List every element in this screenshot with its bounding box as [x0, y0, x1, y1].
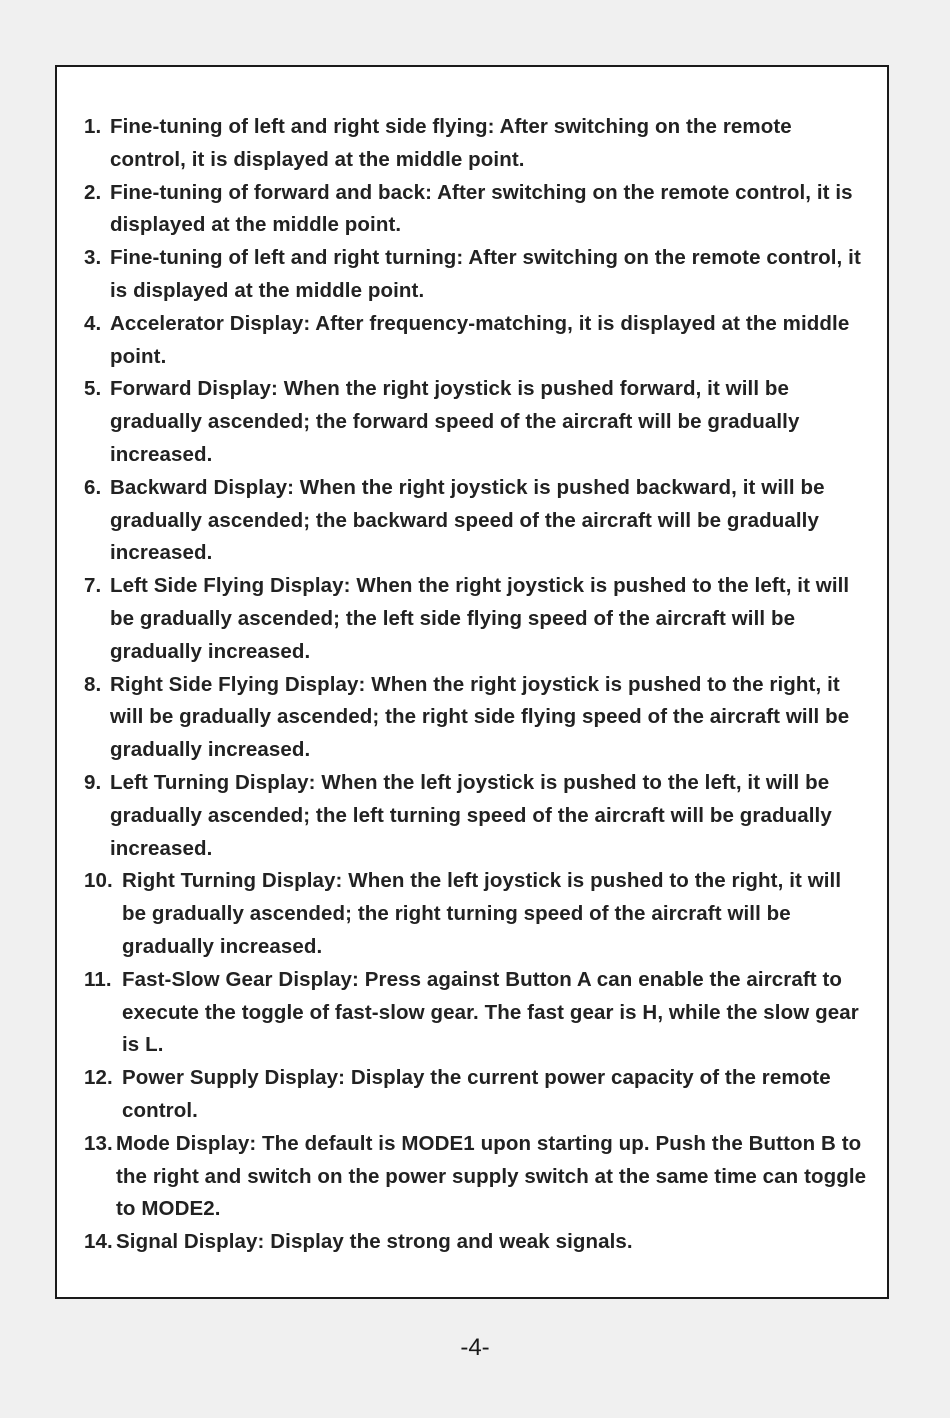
- feature-list: [84, 111, 869, 1259]
- item-text: Left Side Flying Display: When the right joystick is pushed to the left, it will be gradually ascended; the left side flying speed of the aircraft will be gradually increased.: [110, 574, 850, 663]
- item-number: 10.: [84, 869, 113, 893]
- item-text: Signal Display: Display the strong and weak signals.: [116, 1230, 633, 1254]
- list-item: [84, 111, 869, 177]
- item-number: 12.: [84, 1066, 113, 1090]
- item-text: Fast-Slow Gear Display: Press against Button A can enable the aircraft to execute the toggle of fast-slow gear. The fast gear is H, while the slow gear is L.: [122, 967, 859, 1057]
- item-text: Mode Display: The default is MODE1 upon starting up. Push the Button B to the right and switch on the power supply switch at the same time can toggle to MODE2.: [116, 1131, 867, 1221]
- content-box: [55, 65, 889, 1299]
- item-number: 3.: [84, 246, 102, 270]
- item-number: 8.: [84, 672, 102, 696]
- list-item: [84, 1128, 869, 1226]
- item-number: 4.: [84, 311, 102, 335]
- item-text: Right Side Flying Display: When the right joystick is pushed to the right, it will be gradually ascended; the right side flying speed of the aircraft will be gradually increased.: [110, 672, 850, 762]
- item-text: Fine-tuning of left and right turning: After switching on the remote control, it is displayed at the middle point.: [110, 246, 861, 302]
- item-text: Left Turning Display: When the left joystick is pushed to the left, it will be gradually ascended; the left turning speed of the aircraft will be gradually increased.: [110, 770, 832, 860]
- item-text: Accelerator Display: After frequency-matching, it is displayed at the middle point.: [110, 311, 850, 368]
- item-text: Right Turning Display: When the left joystick is pushed to the right, it will be gradually ascended; the right turning speed of the aircraft will be gradually increased.: [122, 869, 842, 958]
- list-item: [84, 964, 869, 1062]
- list-item: [84, 472, 869, 570]
- item-number: 5.: [84, 377, 102, 401]
- item-number: 14.: [84, 1230, 113, 1254]
- item-number: 6.: [84, 475, 102, 499]
- item-text: Backward Display: When the right joystick is pushed backward, it will be gradually ascended; the backward speed of the aircraft will be gradually increased.: [110, 475, 825, 565]
- item-text: Fine-tuning of forward and back: After switching on the remote control, it is displayed at the middle point.: [110, 180, 853, 237]
- list-item: [84, 308, 869, 374]
- item-text: Forward Display: When the right joystick is pushed forward, it will be gradually ascended; the forward speed of the aircraft will be gradually increased.: [110, 377, 800, 466]
- list-item: [84, 373, 869, 471]
- item-text: Power Supply Display: Display the current power capacity of the remote control.: [122, 1066, 831, 1122]
- list-item: [84, 1062, 869, 1128]
- item-number: 9.: [84, 770, 102, 794]
- list-item: [84, 177, 869, 243]
- item-number: 13.: [84, 1131, 113, 1155]
- item-number: 11.: [84, 967, 112, 991]
- list-item: [84, 767, 869, 865]
- list-item: [84, 865, 869, 963]
- list-item: [84, 570, 869, 668]
- item-number: 1.: [84, 115, 102, 138]
- list-item: [84, 1226, 869, 1259]
- list-item: [84, 669, 869, 767]
- list-item: [84, 242, 869, 308]
- item-number: 7.: [84, 574, 102, 598]
- item-number: 2.: [84, 180, 102, 204]
- page-number: -4-: [460, 1334, 490, 1361]
- item-text: Fine-tuning of left and right side flying: After switching on the remote control, it is displayed at the middle point.: [110, 115, 792, 171]
